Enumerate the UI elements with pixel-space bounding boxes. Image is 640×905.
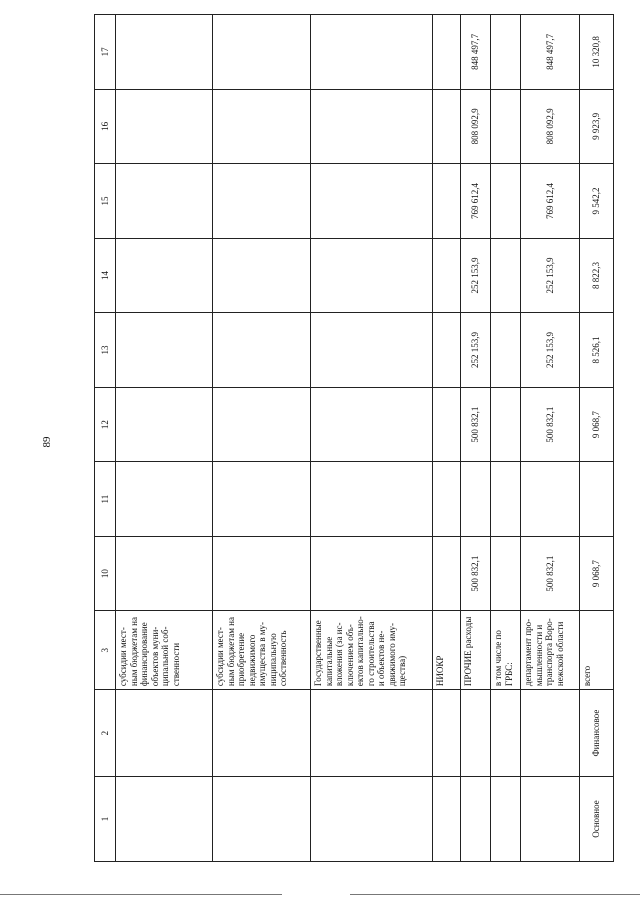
table-cell: Основное	[580, 777, 614, 862]
table-cell	[213, 690, 311, 777]
table-row	[213, 15, 311, 862]
table-container	[94, 14, 612, 862]
table-header-cell: 15	[95, 164, 116, 239]
table-cell	[311, 164, 433, 239]
table-header-cell: 1	[95, 777, 116, 862]
table-cell	[461, 462, 491, 537]
page-number: 89	[41, 436, 53, 448]
budget-table	[94, 14, 614, 862]
table-row	[580, 15, 614, 862]
table-cell	[116, 313, 213, 388]
table-cell	[491, 387, 521, 462]
table-cell	[433, 387, 461, 462]
table-row-label: НИОКР	[433, 611, 461, 690]
table-cell	[116, 462, 213, 537]
table-cell	[213, 462, 311, 537]
table-cell	[491, 462, 521, 537]
table-row-label: Государственные капитальные вложения (за ис-ключением объ-ектов капитально-го строительства и объектов не-движимого иму-щества)	[311, 611, 433, 690]
table-cell	[433, 690, 461, 777]
table-row	[433, 15, 461, 862]
table-cell: 848 497,7	[461, 15, 491, 90]
table-cell	[433, 238, 461, 313]
table-cell	[491, 15, 521, 90]
table-cell	[491, 164, 521, 239]
table-cell: 10 320,8	[580, 15, 614, 90]
table-cell	[213, 89, 311, 164]
table-cell: 8 822,3	[580, 238, 614, 313]
table-cell	[433, 164, 461, 239]
table-cell	[461, 777, 491, 862]
table-cell: 8 526,1	[580, 313, 614, 388]
table-cell	[521, 462, 580, 537]
table-cell	[491, 313, 521, 388]
table-row	[116, 15, 213, 862]
table-row	[521, 15, 580, 862]
table-cell	[521, 777, 580, 862]
table-cell	[491, 536, 521, 611]
table-cell	[433, 536, 461, 611]
table-cell	[213, 164, 311, 239]
table-row	[491, 15, 521, 862]
table-cell	[116, 536, 213, 611]
table-cell	[433, 462, 461, 537]
table-header-cell: 14	[95, 238, 116, 313]
table-cell: 808 092,9	[521, 89, 580, 164]
table-cell	[433, 777, 461, 862]
table-row-label: субсидии мест-ным бюджетам на финансирование объектов муни-ципальной соб-ственности	[116, 611, 213, 690]
table-cell: 500 832,1	[521, 387, 580, 462]
table-header-row	[95, 15, 116, 862]
table-cell	[213, 15, 311, 90]
table-cell	[116, 387, 213, 462]
table-cell: 808 092,9	[461, 89, 491, 164]
table-cell: 848 497,7	[521, 15, 580, 90]
table-cell	[491, 690, 521, 777]
table-cell: 500 832,1	[461, 387, 491, 462]
table-cell	[580, 462, 614, 537]
table-cell	[116, 690, 213, 777]
table-cell: 9 068,7	[580, 387, 614, 462]
table-row	[311, 15, 433, 862]
table-header-cell: 3	[95, 611, 116, 690]
bottom-divider	[0, 894, 282, 895]
table-cell	[213, 777, 311, 862]
table-cell	[116, 238, 213, 313]
table-row	[461, 15, 491, 862]
table-header-cell: 2	[95, 690, 116, 777]
table-cell: 252 153,9	[461, 238, 491, 313]
table-header-cell: 17	[95, 15, 116, 90]
table-cell	[116, 164, 213, 239]
table-cell: 252 153,9	[461, 313, 491, 388]
table-cell: 252 153,9	[521, 313, 580, 388]
table-row-label: ПРОЧИЕ расходы	[461, 611, 491, 690]
table-cell	[213, 387, 311, 462]
table-cell	[433, 313, 461, 388]
table-cell: 9 068,7	[580, 536, 614, 611]
table-cell	[311, 313, 433, 388]
table-cell	[311, 387, 433, 462]
table-row-label: департамент про-мышленности и транспорта Воро-нежской области	[521, 611, 580, 690]
table-cell	[213, 536, 311, 611]
table-cell: 500 832,1	[521, 536, 580, 611]
table-header-cell: 10	[95, 536, 116, 611]
table-cell: 9 542,2	[580, 164, 614, 239]
table-cell	[311, 777, 433, 862]
table-cell	[491, 777, 521, 862]
table-cell: 252 153,9	[521, 238, 580, 313]
table-cell	[213, 238, 311, 313]
table-cell	[311, 89, 433, 164]
table-header-cell: 16	[95, 89, 116, 164]
table-cell	[311, 690, 433, 777]
table-cell	[213, 313, 311, 388]
table-cell	[116, 89, 213, 164]
table-cell: 769 612,4	[521, 164, 580, 239]
table-cell: 9 923,9	[580, 89, 614, 164]
table-cell: 769 612,4	[461, 164, 491, 239]
table-cell	[491, 89, 521, 164]
table-cell	[311, 15, 433, 90]
table-cell	[311, 536, 433, 611]
table-cell	[311, 238, 433, 313]
table-cell	[116, 15, 213, 90]
table-row-label: всего	[580, 611, 614, 690]
bottom-divider	[350, 894, 640, 895]
table-cell	[461, 690, 491, 777]
table-header-cell: 13	[95, 313, 116, 388]
table-cell	[311, 462, 433, 537]
table-row-label: субсидии мест-ным бюджетам на приобретение недвижимого имущества в му-ниципальную собственность	[213, 611, 311, 690]
table-cell	[491, 238, 521, 313]
table-cell	[116, 777, 213, 862]
table-header-cell: 12	[95, 387, 116, 462]
table-header-cell: 11	[95, 462, 116, 537]
table-cell: 500 832,1	[461, 536, 491, 611]
table-cell	[433, 89, 461, 164]
table-cell	[521, 690, 580, 777]
table-cell	[433, 15, 461, 90]
table-row-label: в том числе по ГРБС:	[491, 611, 521, 690]
table-cell: Финансовое	[580, 690, 614, 777]
